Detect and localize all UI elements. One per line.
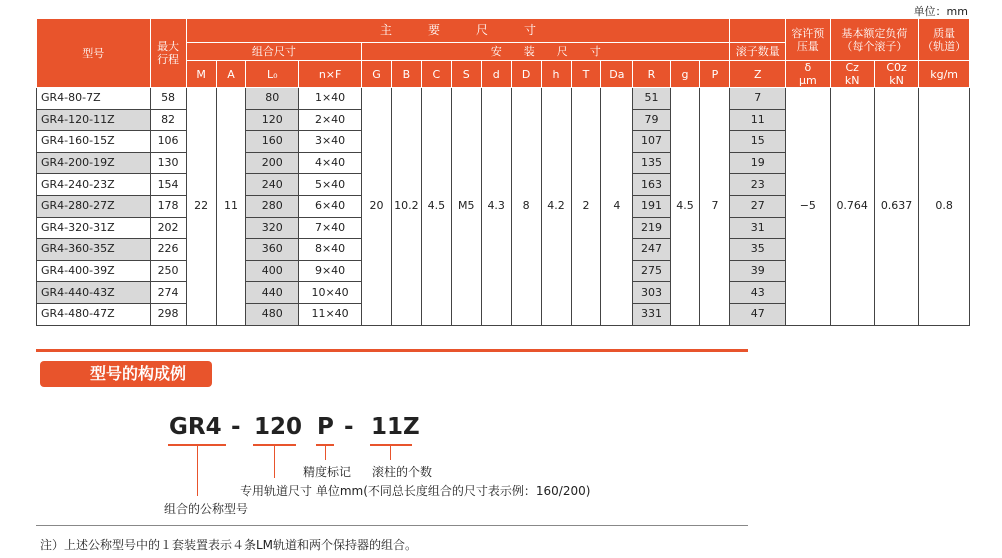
th-mass-unit: kg/m (919, 61, 970, 88)
cell-stroke: 130 (150, 152, 186, 174)
cell-L0: 360 (246, 239, 299, 261)
th-g: g (670, 61, 700, 88)
cell-R: 135 (633, 152, 670, 174)
cell-T: 2 (571, 88, 601, 326)
cell-Z: 47 (730, 303, 786, 325)
cell-L0: 280 (246, 195, 299, 217)
cell-delta: −5 (786, 88, 830, 326)
anno-model: 组合的公称型号 (164, 502, 249, 516)
cell-P: 7 (700, 88, 730, 326)
th-Cz: Cz kN (830, 61, 874, 88)
th-P: P (700, 61, 730, 88)
cell-R: 51 (633, 88, 670, 110)
cell-model: GR4-200-19Z (37, 152, 151, 174)
cell-L0: 200 (246, 152, 299, 174)
th-M: M (186, 61, 216, 88)
code-part-length: 120 (254, 414, 303, 440)
cell-Z: 39 (730, 260, 786, 282)
cell-mass: 0.8 (919, 88, 970, 326)
cell-L0: 440 (246, 282, 299, 304)
cell-stroke: 298 (150, 303, 186, 325)
th-nF: n×F (299, 61, 362, 88)
th-B: B (391, 61, 421, 88)
cell-G: 20 (362, 88, 392, 326)
cell-nF: 3×40 (299, 131, 362, 153)
code-separator: - (231, 414, 241, 440)
cell-model: GR4-320-31Z (37, 217, 151, 239)
cell-C: 4.5 (421, 88, 451, 326)
cell-stroke: 58 (150, 88, 186, 110)
anno-rollers: 滚柱的个数 (372, 465, 433, 479)
anno-precision: 精度标记 (303, 465, 352, 479)
cell-model: GR4-440-43Z (37, 282, 151, 304)
anno-length: 专用轨道尺寸 单位mm(不同总长度组合的尺寸表示例：160/200) (240, 484, 591, 498)
cell-R: 303 (633, 282, 670, 304)
th-R: R (633, 61, 670, 88)
cell-model: GR4-120-11Z (37, 109, 151, 131)
cell-h: 4.2 (541, 88, 571, 326)
cell-stroke: 274 (150, 282, 186, 304)
th-roller-count: 滚子数量 (730, 43, 786, 61)
cell-Z: 15 (730, 131, 786, 153)
th-mass: 质量 （轨道） (919, 19, 970, 61)
cell-model: GR4-240-23Z (37, 174, 151, 196)
cell-Cz: 0.764 (830, 88, 874, 326)
unit-label: 单位：mm (913, 5, 968, 18)
th-A: A (216, 61, 246, 88)
leader-precision (325, 446, 326, 460)
cell-L0: 240 (246, 174, 299, 196)
cell-model: GR4-280-27Z (37, 195, 151, 217)
cell-stroke: 226 (150, 239, 186, 261)
leader-rollers (390, 446, 391, 460)
cell-C0z: 0.637 (874, 88, 918, 326)
note-divider (36, 525, 748, 526)
cell-Z: 23 (730, 174, 786, 196)
th-Da: Da (601, 61, 633, 88)
cell-nF: 2×40 (299, 109, 362, 131)
th-delta: δ μm (786, 61, 830, 88)
table-row (37, 88, 970, 110)
cell-nF: 6×40 (299, 195, 362, 217)
th-Z: Z (730, 61, 786, 88)
cell-Z: 43 (730, 282, 786, 304)
cell-stroke: 178 (150, 195, 186, 217)
th-T: T (571, 61, 601, 88)
th-S: S (451, 61, 481, 88)
code-part-precision: P (317, 414, 334, 440)
cell-L0: 160 (246, 131, 299, 153)
th-D: D (511, 61, 541, 88)
th-install-dims: 安 装 尺 寸 (362, 43, 730, 61)
cell-R: 79 (633, 109, 670, 131)
th-h: h (541, 61, 571, 88)
footnote: 注）上述公称型号中的１套装置表示４条LM轨道和两个保持器的组合。 (40, 538, 418, 552)
cell-Z: 19 (730, 152, 786, 174)
th-main-dims: 主 要 尺 寸 (186, 19, 730, 43)
cell-nF: 5×40 (299, 174, 362, 196)
cell-g: 4.5 (670, 88, 700, 326)
code-part-series: GR4 (169, 414, 222, 440)
cell-model: GR4-360-35Z (37, 239, 151, 261)
cell-model: GR4-160-15Z (37, 131, 151, 153)
leader-series (197, 446, 198, 496)
code-separator: - (344, 414, 354, 440)
cell-S: M5 (451, 88, 481, 326)
cell-model: GR4-400-39Z (37, 260, 151, 282)
th-preload: 容许预 压量 (786, 19, 830, 61)
cell-Z: 35 (730, 239, 786, 261)
th-d: d (481, 61, 511, 88)
cell-M: 22 (186, 88, 216, 326)
cell-Z: 7 (730, 88, 786, 110)
leader-length (274, 446, 275, 478)
cell-L0: 320 (246, 217, 299, 239)
cell-nF: 7×40 (299, 217, 362, 239)
cell-R: 219 (633, 217, 670, 239)
section-title: 型号的构成例 (40, 361, 212, 387)
th-G: G (362, 61, 392, 88)
cell-D: 8 (511, 88, 541, 326)
cell-L0: 80 (246, 88, 299, 110)
underline-rollers (370, 444, 412, 446)
cell-model: GR4-480-47Z (37, 303, 151, 325)
cell-R: 163 (633, 174, 670, 196)
cell-nF: 11×40 (299, 303, 362, 325)
cell-nF: 1×40 (299, 88, 362, 110)
cell-stroke: 202 (150, 217, 186, 239)
cell-stroke: 154 (150, 174, 186, 196)
cell-R: 191 (633, 195, 670, 217)
th-C0z: C0z kN (874, 61, 918, 88)
code-part-rollers: 11Z (371, 414, 420, 440)
th-C: C (421, 61, 451, 88)
th-L0: L₀ (246, 61, 299, 88)
cell-nF: 10×40 (299, 282, 362, 304)
cell-stroke: 250 (150, 260, 186, 282)
cell-stroke: 82 (150, 109, 186, 131)
cell-R: 107 (633, 131, 670, 153)
cell-nF: 4×40 (299, 152, 362, 174)
cell-Z: 31 (730, 217, 786, 239)
cell-L0: 120 (246, 109, 299, 131)
cell-d: 4.3 (481, 88, 511, 326)
th-roller-count-top (730, 19, 786, 43)
cell-nF: 8×40 (299, 239, 362, 261)
cell-R: 331 (633, 303, 670, 325)
cell-Z: 11 (730, 109, 786, 131)
cell-L0: 480 (246, 303, 299, 325)
cell-L0: 400 (246, 260, 299, 282)
cell-Da: 4 (601, 88, 633, 326)
cell-nF: 9×40 (299, 260, 362, 282)
section-divider (36, 349, 748, 352)
th-combo-dims: 组合尺寸 (186, 43, 361, 61)
cell-Z: 27 (730, 195, 786, 217)
cell-R: 247 (633, 239, 670, 261)
th-model: 型号 (37, 19, 151, 88)
spec-table (36, 18, 970, 326)
cell-model: GR4-80-7Z (37, 88, 151, 110)
th-rated-load: 基本额定负荷 （每个滚子） (830, 19, 919, 61)
cell-B: 10.2 (391, 88, 421, 326)
cell-R: 275 (633, 260, 670, 282)
th-max-stroke: 最大 行程 (150, 19, 186, 88)
cell-stroke: 106 (150, 131, 186, 153)
cell-A: 11 (216, 88, 246, 326)
